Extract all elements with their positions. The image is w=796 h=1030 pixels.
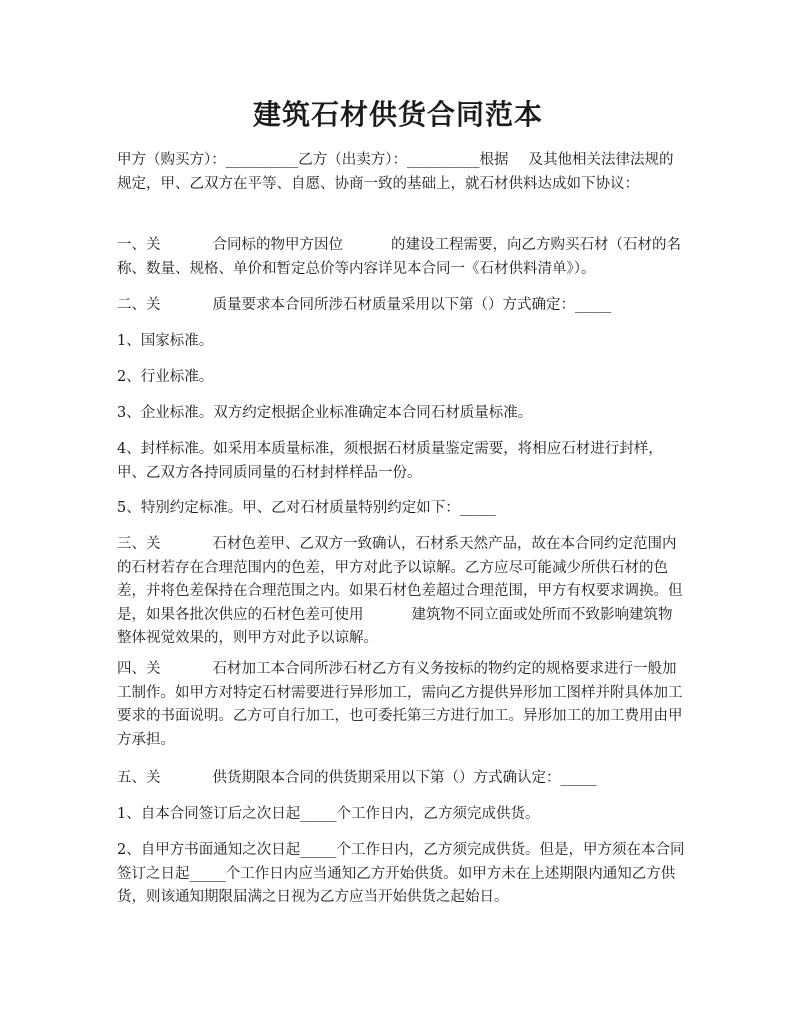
delivery-item-1: 1、自本合同签订后之次日起_____个工作日内，乙方须完成供货。 bbox=[117, 806, 540, 822]
article-3-part-2: 建筑物不同立面或处所而不致影响建筑物整体视觉效果的，则甲方对此予以谅解。 bbox=[117, 606, 673, 646]
intro-part-2: 及其他相关法律法规的规定，甲、乙双方在平等、自愿、协商一致的基础上，就石材供料达成如下协议： bbox=[117, 152, 674, 192]
article-4-text: 石材加工本合同所涉石材乙方有义务按标的物约定的规格要求进行一般加工制作。如甲方对特定石材需要进行异形加工，需向乙方提供异形加工图样并附具体加工要求的书面说明。乙方可自行加工，也可委托第三方进行加工。异形加工的加工费用由甲方承担。 bbox=[117, 661, 683, 748]
article-2-text: 质量要求本合同所涉石材质量采用以下第（）方式确定：_____ bbox=[212, 297, 612, 313]
quality-item-1: 1、国家标准。 bbox=[117, 333, 214, 349]
document-title: 建筑石材供货合同范本 bbox=[252, 98, 543, 131]
intro-part-1: 甲方（购买方）：__________乙方（出卖方）：__________根据 bbox=[117, 152, 509, 168]
quality-item-4: 4、封样标准。如采用本质量标准，须根据石材质量鉴定需要，将相应石材进行封样，甲、乙双方各持同质同量的石材封样样品一份。 bbox=[117, 441, 663, 481]
article-5-paragraph bbox=[117, 767, 685, 791]
article-2-paragraph bbox=[117, 294, 685, 318]
article-4-paragraph bbox=[117, 658, 685, 752]
article-3-head: 三、关 bbox=[117, 536, 161, 552]
quality-item-3: 3、企业标准。双方约定根据企业标准确定本合同石材质量标准。 bbox=[117, 405, 533, 421]
quality-item-2: 2、行业标准。 bbox=[117, 369, 214, 385]
article-1-part-2: 的建设工程需要，向乙方购买石材（石材的名称、数量、规格、单价和暂定总价等内容详见本合同一《石材供料清单》）。 bbox=[117, 237, 681, 277]
quality-item-5: 5、特别约定标准。甲、乙对石材质量特别约定如下：_____ bbox=[117, 500, 496, 516]
article-3-part-1: 石材色差甲、乙双方一致确认，石材系天然产品，故在本合同约定范围内的石材若存在合理范围内的色差，甲方对此予以谅解。乙方应尽可能减少所供石材的色差，并将色差保持在合理范围之内。如果石材色差超过合理范围，甲方有权要求调换。但是，如果各批次供应的石材色差可使用 bbox=[117, 536, 683, 623]
article-5-head: 五、关 bbox=[117, 770, 161, 786]
intro-paragraph bbox=[117, 149, 685, 196]
article-4-head: 四、关 bbox=[117, 661, 161, 677]
article-5-text: 供货期限本合同的供货期采用以下第（）方式确认定：_____ bbox=[212, 770, 597, 786]
article-2-head: 二、关 bbox=[117, 297, 161, 313]
delivery-item-2: 2、自甲方书面通知之次日起_____个工作日内，乙方须完成供货。但是，甲方须在本合同签订之日起_____个工作日内应当通知乙方开始供货。如甲方未在上述期限内通知乙方供货，则该通知期限届满之日视为乙方应当开始供货之起始日。 bbox=[117, 842, 685, 905]
article-1-paragraph bbox=[117, 234, 685, 281]
article-3-paragraph bbox=[117, 533, 685, 651]
article-1-part-1: 合同标的物甲方因位 bbox=[212, 237, 343, 253]
article-1-head: 一、关 bbox=[117, 237, 161, 253]
